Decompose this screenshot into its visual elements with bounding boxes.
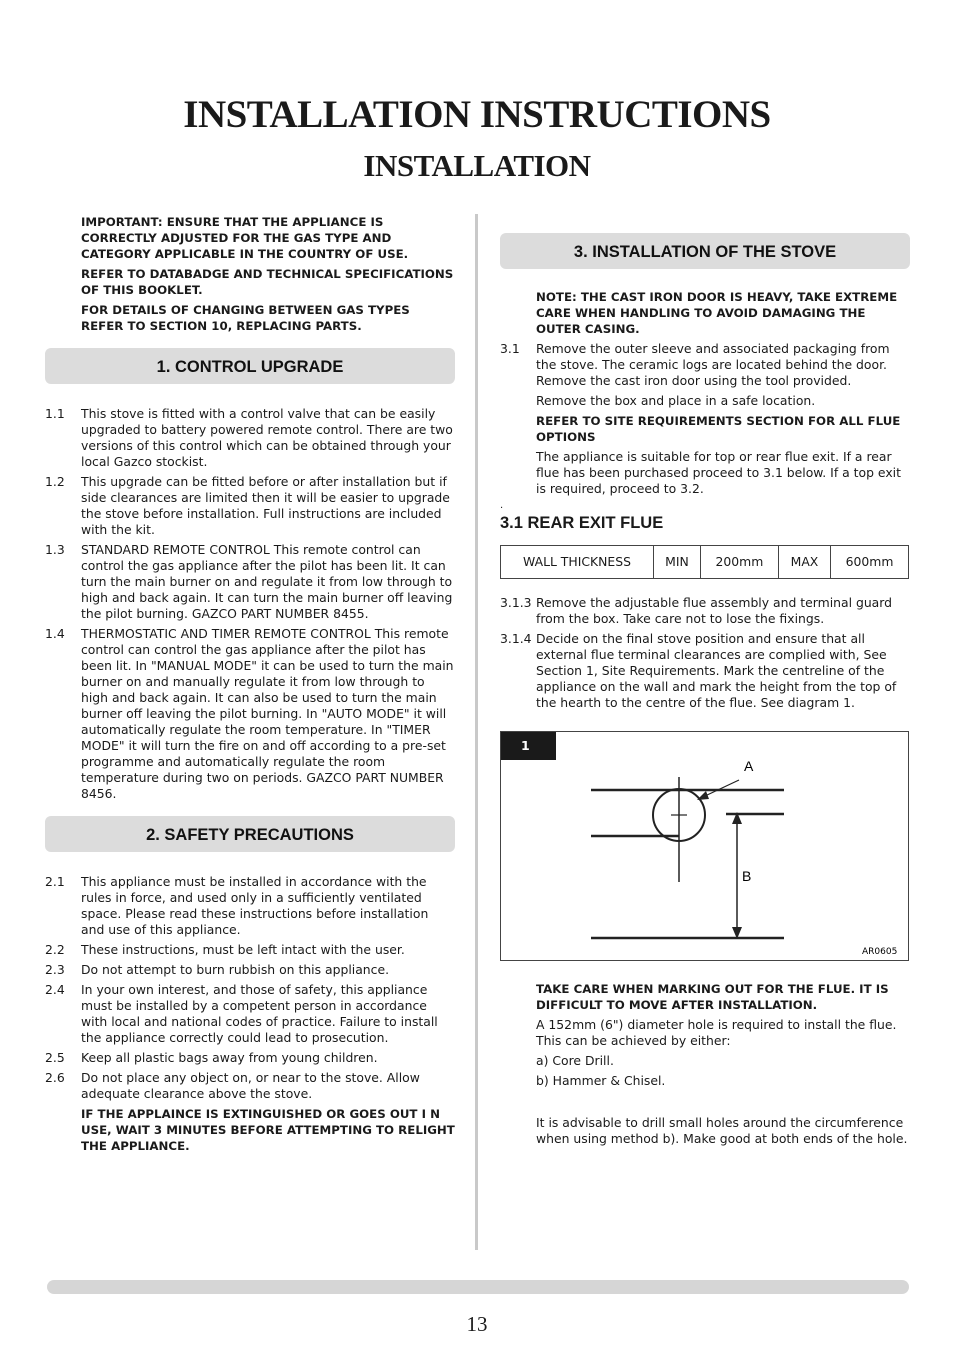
item-number: 2.6	[45, 1070, 65, 1085]
flue-diagram-drawing	[501, 732, 908, 960]
list-item	[45, 1070, 455, 1102]
list-item	[45, 942, 455, 958]
gas-types-note: FOR DETAILS OF CHANGING BETWEEN GAS TYPES REFER TO SECTION 10, REPLACING PARTS.	[81, 303, 410, 333]
list-item	[45, 982, 455, 1046]
item-text: Remove the outer sleeve and associated packaging from the stove. The ceramic logs are located behind the door. Remove the cast iron door using the tool provided.	[536, 341, 890, 388]
item-number: 1.1	[45, 406, 65, 421]
item-text: Remove the adjustable flue assembly and terminal guard from the box. Take care not to lose the fixings.	[536, 595, 893, 626]
table-cell: 200mm	[700, 546, 778, 579]
remove-box-text: Remove the box and place in a safe location.	[536, 393, 816, 408]
item-text: This appliance must be installed in accordance with the rules in force, and used only in a sufficiently ventilated space. Please read these instructions before installation and use of this appliance.	[81, 874, 429, 937]
item-number: 1.3	[45, 542, 65, 557]
list-item	[45, 874, 455, 938]
list-item	[500, 631, 910, 711]
item-text: These instructions, must be left intact with the user.	[81, 942, 405, 957]
flue-exit-text: The appliance is suitable for top or rear flue exit. If a rear flue has been purchased proceed to 3.1 below. If a top exit is required, proceed to 3.2.	[536, 449, 901, 496]
item-number: 2.5	[45, 1050, 65, 1065]
footer-bar	[47, 1280, 909, 1294]
item-number: 1.4	[45, 626, 65, 641]
important-note: IMPORTANT: ENSURE THAT THE APPLIANCE IS CORRECTLY ADJUSTED FOR THE GAS TYPE AND CATEGORY APPLICABLE IN THE COUNTRY OF USE.	[81, 215, 409, 261]
page-subtitle: INSTALLATION	[363, 148, 591, 183]
item-text: This stove is fitted with a control valve that can be easily upgraded to battery powered remote control. There are two versions of this control which can be obtained through your local Gazco stockist.	[81, 406, 453, 469]
drill-advice-text: It is advisable to drill small holes around the circumference when using method b). Make good at both ends of the hole.	[536, 1115, 908, 1146]
table-cell: MIN	[654, 546, 701, 579]
section-heading-installation-of-stove: 3. INSTALLATION OF THE STOVE	[500, 233, 910, 269]
page-title: INSTALLATION INSTRUCTIONS	[183, 93, 771, 136]
list-item	[45, 474, 455, 538]
site-requirements-note: REFER TO SITE REQUIREMENTS SECTION FOR ALL FLUE OPTIONS	[536, 414, 901, 444]
databadge-note: REFER TO DATABADGE AND TECHNICAL SPECIFICATIONS OF THIS BOOKLET.	[81, 267, 454, 297]
item-text: STANDARD REMOTE CONTROL This remote control can control the gas appliance after the pilot has been lit. It can turn the main burner on and regulate it from low through to high and back again. It can turn the main burner off leaving the pilot burning. GAZCO PART NUMBER 8455.	[81, 542, 453, 621]
table-cell: MAX	[778, 546, 830, 579]
item-text: Keep all plastic bags away from young children.	[81, 1050, 378, 1065]
list-item	[500, 595, 910, 627]
right-column	[500, 233, 910, 715]
item-text: In your own interest, and those of safety, this appliance must be installed by a competent person in accordance with local and national codes of practice. Failure to install the appliance correctly could lead to prosecution.	[81, 982, 438, 1045]
section-heading-control-upgrade: 1. CONTROL UPGRADE	[45, 348, 455, 384]
diagram-code: AR0605	[862, 947, 898, 957]
item-number: 3.1.3	[500, 595, 532, 610]
table-cell: WALL THICKNESS	[501, 546, 654, 579]
item-number: 2.3	[45, 962, 65, 977]
table-row	[501, 546, 909, 579]
relight-warning: IF THE APPLAINCE IS EXTINGUISHED OR GOES OUT I N USE, WAIT 3 MINUTES BEFORE ATTEMPTING TO RELIGHT THE APPLIANCE.	[81, 1107, 455, 1153]
table-cell: 600mm	[831, 546, 909, 579]
leader-arrow-a	[697, 791, 709, 800]
list-item	[45, 542, 455, 622]
item-text: Do not place any object on, or near to the stove. Allow adequate clearance above the stove.	[81, 1070, 420, 1101]
list-item	[45, 406, 455, 470]
item-text: THERMOSTATIC AND TIMER REMOTE CONTROL This remote control can control the gas appliance after the pilot has been lit. In "MANUAL MODE" it can be used to turn the main burner on and manually regulate it from low through to high and back again. It can also be used to turn the main burner off leaving the pilot burning. In "AUTO MODE" it will automatically regulate the room temperature. In "TIMER MODE" it will turn the fire on and off according to a pre-set programme and automatically regulate the room temperature during two on periods. GAZCO PART NUMBER 8456.	[81, 626, 454, 801]
leader-line-a	[705, 780, 739, 796]
label-a: A	[744, 758, 754, 774]
label-b: B	[742, 868, 752, 884]
item-number: 2.2	[45, 942, 65, 957]
list-item	[45, 1050, 455, 1066]
column-divider	[475, 214, 478, 1250]
cast-iron-note: NOTE: THE CAST IRON DOOR IS HEAVY, TAKE EXTREME CARE WHEN HANDLING TO AVOID DAMAGING THE OUTER CASING.	[536, 290, 898, 336]
flue-hole-section	[500, 981, 910, 1151]
hole-requirement-text: A 152mm (6") diameter hole is required to install the flue. This can be achieved by either:	[536, 1017, 897, 1048]
option-hammer-chisel: b) Hammer & Chisel.	[536, 1073, 666, 1088]
left-column	[45, 214, 455, 1158]
section-heading-safety-precautions: 2. SAFETY PRECAUTIONS	[45, 816, 455, 852]
item-text: Decide on the final stove position and ensure that all external flue terminal clearances are complied with, See Section 1, Site Requirements. Mark the centreline of the appliance on the wall and mark the height from the top of the hearth to the centre of the flue. See diagram 1.	[536, 631, 897, 710]
flue-diagram	[500, 731, 909, 961]
item-text: This upgrade can be fitted before or after installation but if side clearances are limited then it will be easier to upgrade the stove before installation. Full instructions are included with the kit.	[81, 474, 450, 537]
list-item	[500, 341, 910, 389]
diagram-number: 1	[501, 732, 556, 760]
list-item	[45, 962, 455, 978]
list-item	[45, 626, 455, 802]
stray-dot: .	[500, 500, 504, 511]
item-number: 3.1	[500, 341, 520, 356]
item-number: 3.1.4	[500, 631, 532, 646]
item-number: 1.2	[45, 474, 65, 489]
marking-warning: TAKE CARE WHEN MARKING OUT FOR THE FLUE. IT IS DIFFICULT TO MOVE AFTER INSTALLATION.	[536, 982, 889, 1012]
item-number: 2.1	[45, 874, 65, 889]
rear-exit-heading: 3.1 REAR EXIT FLUE	[500, 514, 664, 532]
wall-thickness-table	[500, 545, 909, 579]
page-number: 13	[466, 1312, 488, 1336]
item-text: Do not attempt to burn rubbish on this appliance.	[81, 962, 390, 977]
item-number: 2.4	[45, 982, 65, 997]
option-core-drill: a) Core Drill.	[536, 1053, 614, 1068]
